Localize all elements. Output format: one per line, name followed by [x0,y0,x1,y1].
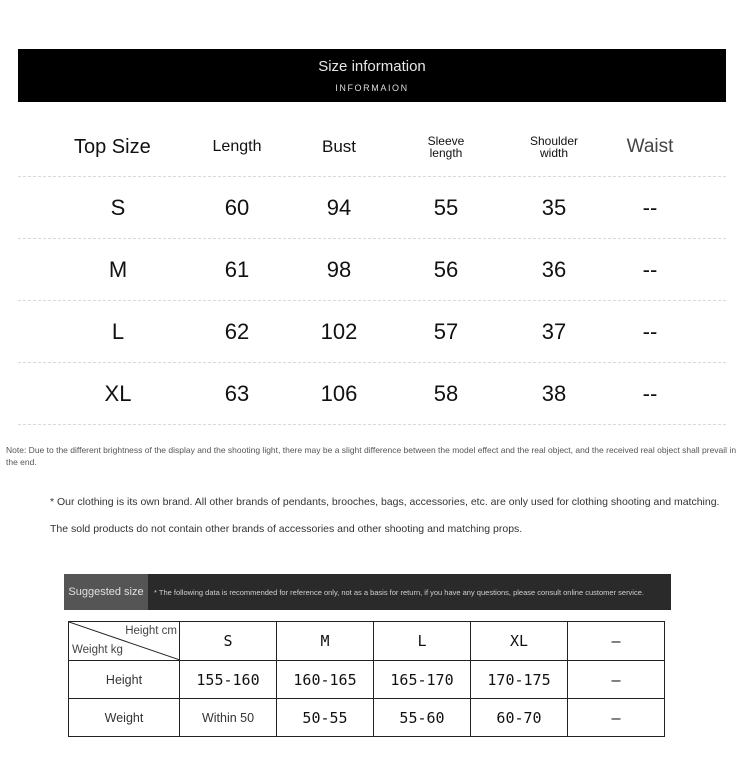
cell-sleeve: 57 [433,318,459,344]
table-row [18,177,726,239]
cell-size: L [111,318,125,344]
cell-sleeve: 58 [433,380,459,406]
cell-bust: 98 [326,256,352,282]
table-row [18,363,726,425]
height-s: 155-160 [180,661,277,699]
cell-waist: -- [642,318,658,344]
cell-waist: -- [642,194,658,220]
cell-sleeve: 56 [433,256,459,282]
header-bust: Bust [321,137,357,156]
cell-length: 63 [224,380,250,406]
weight-row-label: Weight [69,699,180,737]
weight-xl: 60-70 [471,699,568,737]
brand-note: * Our clothing is its own brand. All other brands of pendants, brooches, bags, accessories, etc. are only used for clothing shooting and matching. The sold products do not contain other brands of accessories and other shooting and matching props. [50,496,720,535]
weight-empty: – [568,699,665,737]
table-row [69,661,665,699]
size-table [18,118,726,425]
size-table-header [18,118,726,177]
height-l: 165-170 [374,661,471,699]
table-row [18,239,726,301]
corner-cell [69,622,180,661]
header-waist: Waist [626,136,674,157]
size-col-m: M [277,622,374,661]
header-sleeve-line1: Sleeve [427,134,465,148]
weight-m: 50-55 [277,699,374,737]
cell-shoulder: 36 [541,256,567,282]
banner-subtitle: INFORMAION [335,83,409,93]
display-note: Note: Due to the different brightness of the display and the shooting light, there may be a slight difference between the model effect and the real object, and the received real object shall prevail in the end. [6,445,737,467]
cell-shoulder: 35 [541,194,567,220]
header-shoulder-line1: Shoulder [529,134,579,148]
suggested-size-bar [64,574,671,610]
corner-weight-label: Weight kg [72,644,123,656]
cell-bust: 102 [320,318,358,344]
table-row [69,699,665,737]
cell-waist: -- [642,256,658,282]
suggested-size-table [68,621,665,737]
corner-height-label: Height cm [125,625,177,637]
header-top-size: Top Size [74,135,151,158]
table-row [69,622,665,661]
cell-bust: 106 [320,380,358,406]
weight-l: 55-60 [374,699,471,737]
cell-length: 62 [224,318,250,344]
cell-sleeve: 55 [433,194,459,220]
table-row [18,301,726,363]
height-m: 160-165 [277,661,374,699]
height-xl: 170-175 [471,661,568,699]
size-col-xl: XL [471,622,568,661]
header-sleeve-line2: length [429,146,463,160]
cell-shoulder: 37 [541,318,567,344]
cell-size: XL [104,380,132,406]
header-sleeve-length [386,118,506,176]
cell-length: 60 [224,194,250,220]
height-empty: – [568,661,665,699]
height-row-label: Height [69,661,180,699]
header-shoulder-line2: width [539,146,568,160]
weight-s: Within 50 [180,699,277,737]
size-col-s: S [180,622,277,661]
header-length: Length [212,138,262,155]
cell-length: 61 [224,256,250,282]
cell-bust: 94 [326,194,352,220]
banner-title: Size information [318,58,426,75]
suggested-size-label: Suggested size [64,574,148,610]
cell-shoulder: 38 [541,380,567,406]
suggested-size-disclaimer: * The following data is recommended for reference only, not as a basis for return, if you have any questions, please consult online customer service. [154,587,644,597]
size-info-banner [18,49,726,102]
size-col-l: L [374,622,471,661]
size-col-empty: – [568,622,665,661]
cell-size: S [110,194,126,220]
cell-waist: -- [642,380,658,406]
cell-size: M [108,256,128,282]
